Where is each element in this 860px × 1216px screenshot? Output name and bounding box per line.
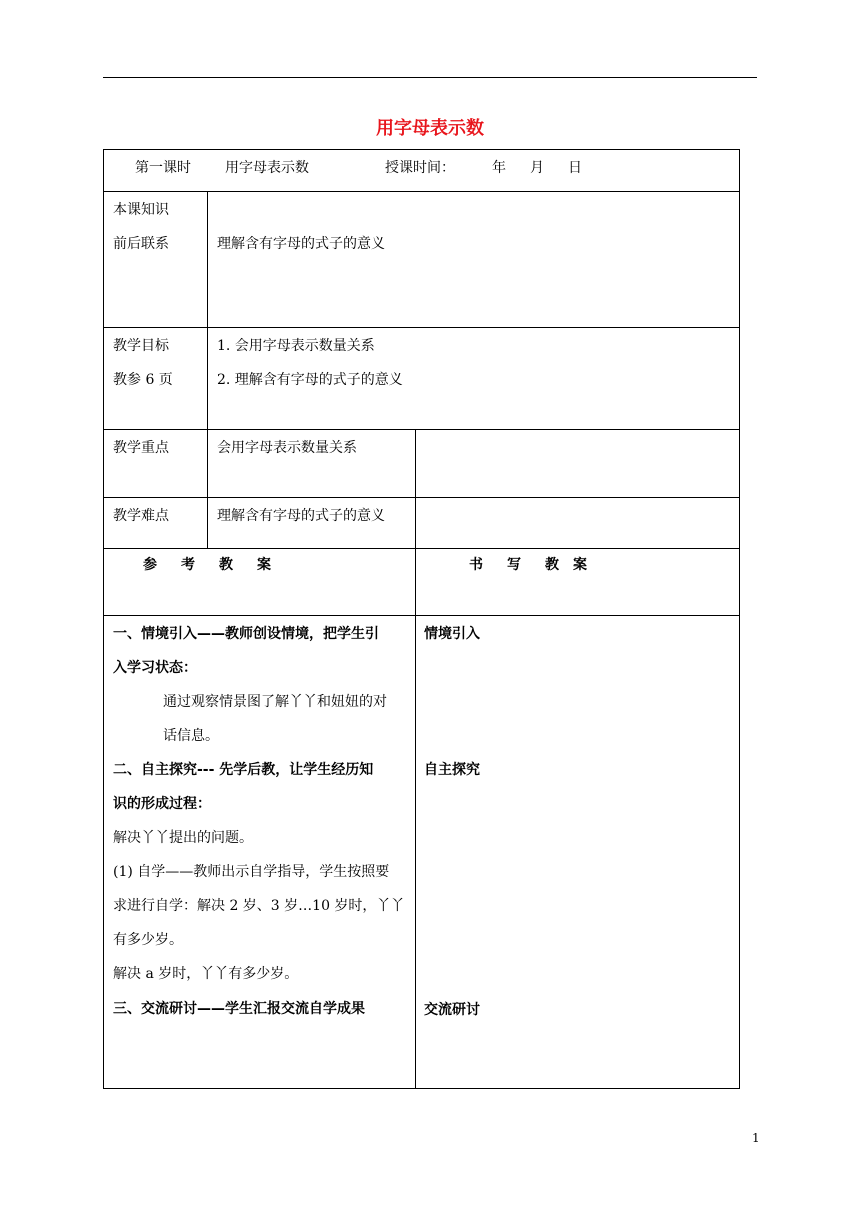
- paragraph-text: 解决 a 岁时，丫丫有多少岁。: [113, 966, 299, 982]
- reference-plan-heading: 教: [219, 557, 233, 573]
- year-label: 年: [492, 160, 506, 176]
- lesson-number: 第一课时: [135, 160, 191, 176]
- reference-plan-heading: 参: [143, 557, 157, 573]
- paragraph-text: 有多少岁。: [113, 932, 183, 948]
- section-heading: 三、交流研讨——学生汇报交流自学成果: [113, 1001, 365, 1017]
- writing-item: 自主探究: [424, 762, 480, 778]
- writing-plan-heading: 案: [573, 557, 587, 573]
- key-point-content: 会用字母表示数量关系: [217, 440, 357, 456]
- lesson-plan-table: [103, 149, 740, 1089]
- row-divider: [104, 429, 740, 430]
- header-rule: [103, 77, 757, 78]
- month-label: 月: [530, 160, 544, 176]
- col-divider: [415, 429, 416, 1089]
- key-point-label: 教学重点: [113, 440, 169, 456]
- section-heading: 二、自主探究--- 先学后教，让学生经历知: [113, 762, 374, 778]
- reference-plan-heading: 考: [181, 557, 195, 573]
- objective-item: 2. 理解含有字母的式子的意义: [217, 372, 403, 388]
- row-divider: [104, 497, 740, 498]
- knowledge-label: 前后联系: [113, 236, 169, 252]
- writing-item: 情境引入: [424, 626, 480, 642]
- difficulty-label: 教学难点: [113, 508, 169, 524]
- writing-plan-heading: 书: [469, 557, 483, 573]
- writing-plan-heading: 教: [545, 557, 559, 573]
- paragraph-text: (1) 自学——教师出示自学指导，学生按照要: [113, 864, 390, 880]
- lesson-topic: 用字母表示数: [225, 160, 309, 176]
- section-heading: 识的形成过程：: [113, 796, 211, 812]
- objectives-label: 教学目标: [113, 338, 169, 354]
- reference-plan-heading: 案: [257, 557, 271, 573]
- col-divider: [207, 191, 208, 548]
- knowledge-content: 理解含有字母的式子的意义: [217, 236, 385, 252]
- row-divider: [104, 615, 740, 616]
- page-number: 1: [752, 1131, 760, 1145]
- section-heading: 入学习状态：: [113, 660, 197, 676]
- paragraph-text: 解决丫丫提出的问题。: [113, 830, 253, 846]
- objectives-label: 教参 6 页: [113, 372, 173, 388]
- row-divider: [104, 191, 740, 192]
- page-title: 用字母表示数: [376, 118, 484, 139]
- writing-item: 交流研讨: [424, 1002, 480, 1018]
- day-label: 日: [568, 160, 582, 176]
- row-divider: [104, 548, 740, 549]
- knowledge-label: 本课知识: [113, 202, 169, 218]
- paragraph-text: 话信息。: [163, 728, 219, 744]
- paragraph-text: 求进行自学：解决 2 岁、3 岁…10 岁时，丫丫: [113, 898, 405, 914]
- row-divider: [104, 327, 740, 328]
- difficulty-content: 理解含有字母的式子的意义: [217, 508, 385, 524]
- paragraph-text: 通过观察情景图了解丫丫和妞妞的对: [163, 694, 387, 710]
- teaching-time-label: 授课时间：: [385, 160, 455, 176]
- writing-plan-heading: 写: [507, 557, 521, 573]
- section-heading: 一、情境引入——教师创设情境，把学生引: [113, 626, 379, 642]
- objective-item: 1. 会用字母表示数量关系: [217, 338, 375, 354]
